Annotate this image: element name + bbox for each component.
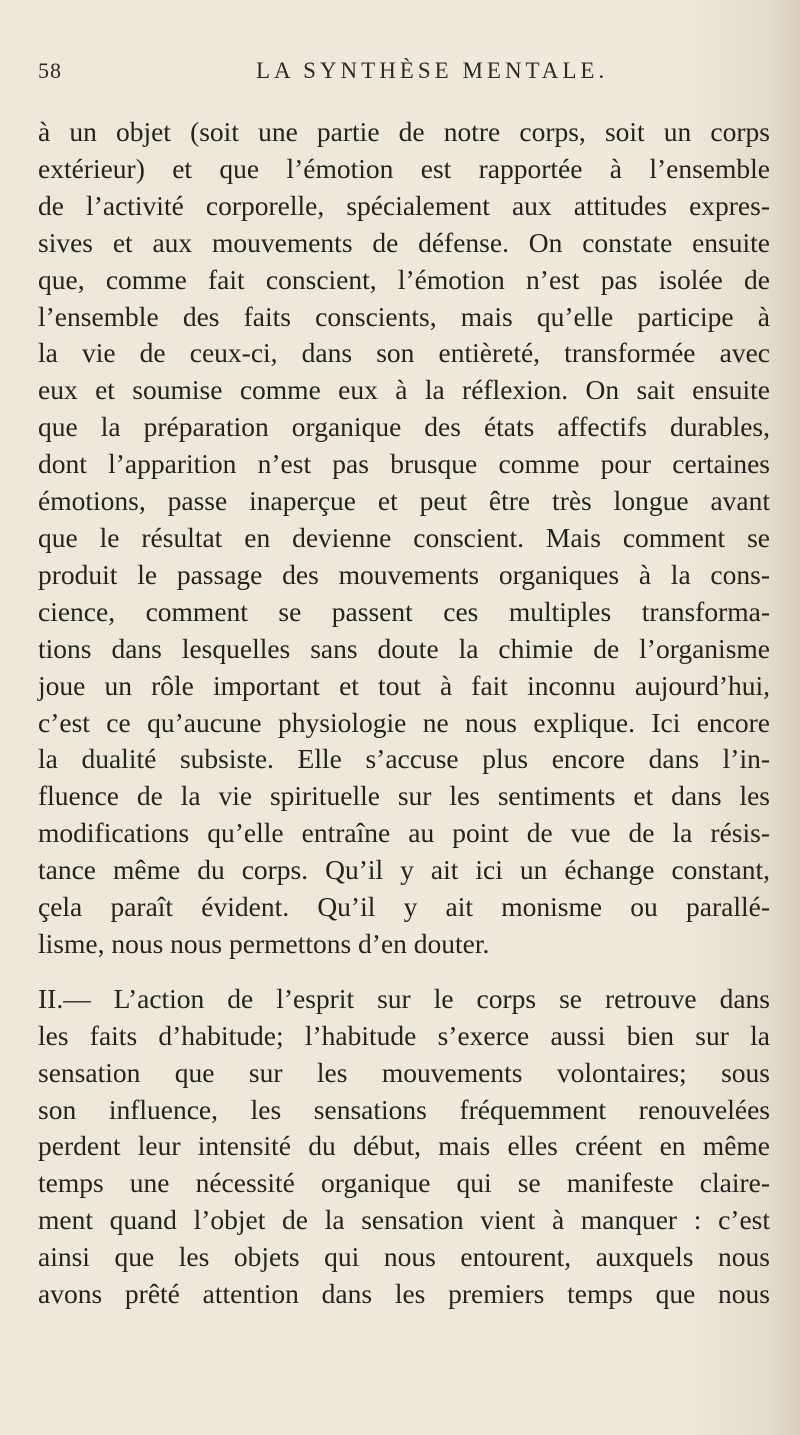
text-line: avons prêté attention dans les premiers temps que nous: [38, 1278, 770, 1310]
text-line: son influence, les sensations fréquemment renouvelées: [38, 1093, 770, 1125]
text-line: que la préparation organique des états affectifs durables,: [38, 411, 770, 443]
page-number: 58: [38, 58, 62, 83]
body-text: [38, 114, 770, 1313]
text-line: la dualité subsiste. Elle s’accuse plus encore dans l’in-: [38, 743, 770, 775]
text-line: extérieur) et que l’émotion est rapportée à l’ensemble: [38, 152, 770, 184]
text-line: que le résultat en devienne conscient. Mais comment se: [38, 521, 770, 553]
text-line: II.— L’action de l’esprit sur le corps se retrouve dans: [38, 982, 770, 1014]
text-line: tance même du corps. Qu’il y ait ici un échange constant,: [38, 854, 770, 886]
text-line: produit le passage des mouvements organiques à la cons-: [38, 558, 770, 590]
text-line: eux et soumise comme eux à la réflexion. On sait ensuite: [38, 374, 770, 406]
running-head: LA SYNTHÈSE MENTALE.: [256, 58, 609, 83]
text-line: sensation que sur les mouvements volontaires; sous: [38, 1056, 770, 1088]
text-line: modifications qu’elle entraîne au point de vue de la résis-: [38, 817, 770, 849]
text-line: çela paraît évident. Qu’il y ait monisme ou parallé-: [38, 891, 770, 923]
text-line: ainsi que les objets qui nous entourent, auxquels nous: [38, 1241, 770, 1273]
text-line: joue un rôle important et tout à fait inconnu aujourd’hui,: [38, 669, 770, 701]
text-line: que, comme fait conscient, l’émotion n’est pas isolée de: [38, 263, 770, 295]
text-line: ment quand l’objet de la sensation vient à manquer : c’est: [38, 1204, 770, 1236]
text-line: l’ensemble des faits conscients, mais qu’elle participe à: [38, 300, 770, 332]
text-line: la vie de ceux-ci, dans son entièreté, transformée avec: [38, 337, 770, 369]
text-line: temps une nécessité organique qui se manifeste claire-: [38, 1167, 770, 1199]
text-line: tions dans lesquelles sans doute la chimie de l’organisme: [38, 632, 770, 664]
text-line: fluence de la vie spirituelle sur les sentiments et dans les: [38, 780, 770, 812]
text-line: émotions, passe inaperçue et peut être très longue avant: [38, 485, 770, 517]
text-line: perdent leur intensité du début, mais elles créent en même: [38, 1130, 770, 1162]
text-line: c’est ce qu’aucune physiologie ne nous explique. Ici encore: [38, 706, 770, 738]
paragraph-2: [38, 981, 770, 1313]
text-line: les faits d’habitude; l’habitude s’exerce aussi bien sur la: [38, 1019, 770, 1051]
text-line: de l’activité corporelle, spécialement aux attitudes expres-: [38, 189, 770, 221]
text-line: sives et aux mouvements de défense. On constate ensuite: [38, 226, 770, 258]
paragraph-gap: [38, 963, 770, 981]
text-line: à un objet (soit une partie de notre corps, soit un corps: [38, 116, 770, 147]
text-line: dont l’apparition n’est pas brusque comme pour certaines: [38, 448, 770, 480]
text-line: cience, comment se passent ces multiples transforma-: [38, 595, 770, 627]
text-line: lisme, nous nous permettons d’en douter.: [38, 927, 490, 959]
page-header: [0, 58, 800, 98]
paragraph-1: [38, 114, 770, 963]
